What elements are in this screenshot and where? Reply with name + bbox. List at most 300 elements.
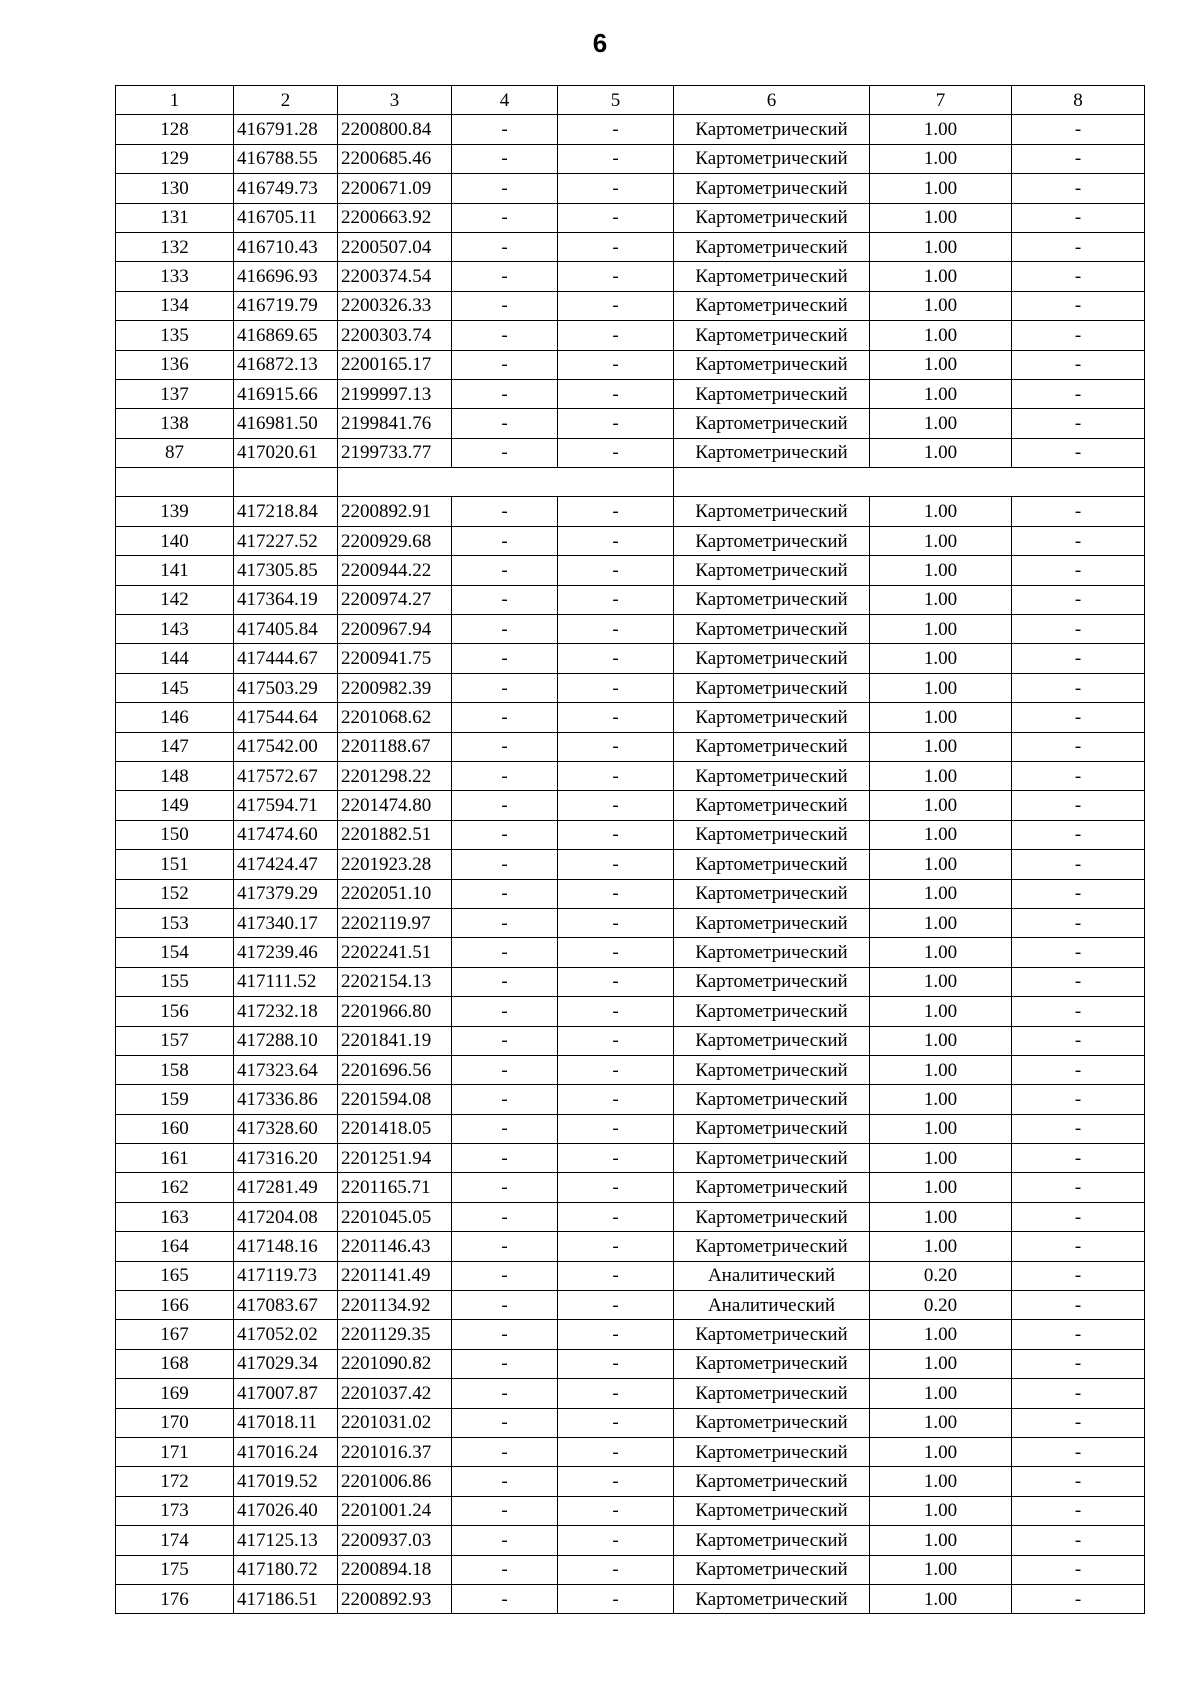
table-cell: - (452, 526, 558, 555)
table-cell: 417424.47 (234, 850, 338, 879)
table-row (116, 1055, 1145, 1084)
table-cell: - (558, 1085, 674, 1114)
table-cell: - (558, 997, 674, 1026)
table-cell: 2201016.37 (338, 1437, 452, 1466)
table-cell: 1.00 (870, 115, 1012, 144)
table-cell: 143 (116, 615, 234, 644)
table-cell: - (452, 1526, 558, 1555)
table-cell: - (558, 379, 674, 408)
table-cell: 417444.67 (234, 644, 338, 673)
table-row (116, 761, 1145, 790)
table-cell: - (452, 321, 558, 350)
table-cell: 417503.29 (234, 673, 338, 702)
table-cell: - (558, 850, 674, 879)
table-cell: - (452, 1144, 558, 1173)
table-cell: - (1012, 1320, 1145, 1349)
table-cell: 417323.64 (234, 1055, 338, 1084)
table-cell: Картометрический (674, 703, 870, 732)
table-cell: Картометрический (674, 1437, 870, 1466)
table-cell: 156 (116, 997, 234, 1026)
table-cell: - (558, 497, 674, 526)
table-cell: - (1012, 732, 1145, 761)
table-cell: - (1012, 820, 1145, 849)
table-cell: - (1012, 703, 1145, 732)
table-cell: Картометрический (674, 556, 870, 585)
table-cell: Картометрический (674, 1202, 870, 1231)
table-cell: 1.00 (870, 615, 1012, 644)
table-cell: Картометрический (674, 879, 870, 908)
table-row (116, 203, 1145, 232)
page-number: 6 (592, 28, 608, 58)
table-cell: - (1012, 1379, 1145, 1408)
table-cell: - (1012, 615, 1145, 644)
table-cell: Картометрический (674, 615, 870, 644)
table-cell: Картометрический (674, 350, 870, 379)
table-cell: 131 (116, 203, 234, 232)
table-cell: - (1012, 497, 1145, 526)
table-cell: Картометрический (674, 174, 870, 203)
table-cell: 1.00 (870, 262, 1012, 291)
table-cell: 151 (116, 850, 234, 879)
table-row (116, 879, 1145, 908)
table-cell: 162 (116, 1173, 234, 1202)
table-cell: 417019.52 (234, 1467, 338, 1496)
table-cell: 163 (116, 1202, 234, 1231)
table-cell: - (1012, 673, 1145, 702)
table-cell: 2202119.97 (338, 908, 452, 937)
table-cell: 2201966.80 (338, 997, 452, 1026)
table-cell: - (452, 1379, 558, 1408)
table-cell: 2201251.94 (338, 1144, 452, 1173)
table-cell: 2200685.46 (338, 144, 452, 173)
table-cell: 128 (116, 115, 234, 144)
table-row (116, 644, 1145, 673)
table-cell: - (1012, 1408, 1145, 1437)
table-cell: - (558, 703, 674, 732)
table-row (116, 673, 1145, 702)
column-header: 1 (116, 86, 234, 115)
table-cell: - (558, 1291, 674, 1320)
table-cell: 1.00 (870, 1437, 1012, 1466)
table-cell: - (452, 673, 558, 702)
empty-cell (116, 468, 234, 497)
table-cell: 141 (116, 556, 234, 585)
table-cell: Картометрический (674, 1584, 870, 1613)
table-cell: 137 (116, 379, 234, 408)
table-cell: - (452, 1261, 558, 1290)
table-cell: - (1012, 1291, 1145, 1320)
table-cell: Картометрический (674, 1467, 870, 1496)
table-cell: 2201165.71 (338, 1173, 452, 1202)
table-cell: 1.00 (870, 1379, 1012, 1408)
table-row (116, 379, 1145, 408)
table-cell: - (558, 409, 674, 438)
table-cell: - (558, 1232, 674, 1261)
table-row (116, 321, 1145, 350)
table-cell: 2199733.77 (338, 438, 452, 467)
table-cell: 2201594.08 (338, 1085, 452, 1114)
table-cell: Картометрический (674, 291, 870, 320)
table-cell: 2200944.22 (338, 556, 452, 585)
table-cell: 417083.67 (234, 1291, 338, 1320)
table-row (116, 115, 1145, 144)
table-cell: 1.00 (870, 409, 1012, 438)
column-header: 7 (870, 86, 1012, 115)
table-cell: - (452, 850, 558, 879)
table-cell: Картометрический (674, 1496, 870, 1525)
table-cell: 1.00 (870, 1349, 1012, 1378)
table-cell: - (1012, 115, 1145, 144)
table-cell: Картометрический (674, 497, 870, 526)
table-cell: Картометрический (674, 115, 870, 144)
column-header: 8 (1012, 86, 1145, 115)
table-cell: Картометрический (674, 1379, 870, 1408)
table-cell: 174 (116, 1526, 234, 1555)
table-cell: Картометрический (674, 1173, 870, 1202)
table-row (116, 703, 1145, 732)
table-row (116, 174, 1145, 203)
table-cell: - (558, 1349, 674, 1378)
table-cell: 154 (116, 938, 234, 967)
table-cell: 1.00 (870, 761, 1012, 790)
table-cell: - (1012, 526, 1145, 555)
table-cell: 2202051.10 (338, 879, 452, 908)
table-cell: 417026.40 (234, 1496, 338, 1525)
table-cell: - (452, 497, 558, 526)
table-cell: - (452, 379, 558, 408)
table-row (116, 1555, 1145, 1584)
table-row (116, 1114, 1145, 1143)
table-cell: Картометрический (674, 850, 870, 879)
table-cell: - (1012, 997, 1145, 1026)
table-cell: - (558, 1408, 674, 1437)
table-cell: 130 (116, 174, 234, 203)
table-cell: 417474.60 (234, 820, 338, 849)
table-cell: - (452, 144, 558, 173)
table-row (116, 1526, 1145, 1555)
table-cell: 2200671.09 (338, 174, 452, 203)
table-cell: 2201141.49 (338, 1261, 452, 1290)
table-cell: - (452, 1114, 558, 1143)
table-cell: - (558, 1144, 674, 1173)
table-cell: - (452, 703, 558, 732)
table-cell: - (1012, 379, 1145, 408)
table-cell: - (452, 438, 558, 467)
table-cell: 1.00 (870, 850, 1012, 879)
table-cell: 417281.49 (234, 1173, 338, 1202)
table-cell: - (452, 1085, 558, 1114)
empty-cell (452, 468, 558, 497)
table-cell: - (1012, 1114, 1145, 1143)
table-row (116, 144, 1145, 173)
table-cell: 417148.16 (234, 1232, 338, 1261)
table-cell: Картометрический (674, 673, 870, 702)
table-cell: - (558, 291, 674, 320)
table-row (116, 908, 1145, 937)
table-row (116, 350, 1145, 379)
table-cell: Картометрический (674, 1055, 870, 1084)
table-row (116, 1144, 1145, 1173)
table-cell: 416749.73 (234, 174, 338, 203)
table-cell: - (1012, 1496, 1145, 1525)
table-row (116, 1437, 1145, 1466)
table-cell: - (1012, 438, 1145, 467)
coordinates-table (115, 85, 1145, 1614)
table-cell: 416696.93 (234, 262, 338, 291)
table-cell: 1.00 (870, 1144, 1012, 1173)
table-cell: 148 (116, 761, 234, 790)
table-cell: - (1012, 850, 1145, 879)
table-cell: Картометрический (674, 820, 870, 849)
table-cell: 2200967.94 (338, 615, 452, 644)
table-cell: 2201418.05 (338, 1114, 452, 1143)
table-cell: 416705.11 (234, 203, 338, 232)
table-cell: 139 (116, 497, 234, 526)
table-cell: - (452, 1584, 558, 1613)
table-cell: - (1012, 761, 1145, 790)
table-cell: - (1012, 1173, 1145, 1202)
table-cell: Картометрический (674, 409, 870, 438)
table-cell: 417544.64 (234, 703, 338, 732)
table-row (116, 497, 1145, 526)
table-cell: 165 (116, 1261, 234, 1290)
table-cell: 417218.84 (234, 497, 338, 526)
table-row (116, 1320, 1145, 1349)
table-cell: - (558, 1467, 674, 1496)
table-cell: 417305.85 (234, 556, 338, 585)
table-cell: - (558, 1055, 674, 1084)
table-cell: 2201031.02 (338, 1408, 452, 1437)
table-body (116, 115, 1145, 1614)
table-cell: 2201090.82 (338, 1349, 452, 1378)
table-cell: Картометрический (674, 1232, 870, 1261)
table-cell: - (558, 144, 674, 173)
table-cell: - (1012, 1437, 1145, 1466)
table-cell: - (558, 1026, 674, 1055)
table-cell: 1.00 (870, 732, 1012, 761)
table-row (116, 732, 1145, 761)
table-cell: - (558, 1202, 674, 1231)
table-cell: 2199841.76 (338, 409, 452, 438)
table-cell: 1.00 (870, 1085, 1012, 1114)
table-row (116, 791, 1145, 820)
table-cell: 1.00 (870, 350, 1012, 379)
table-cell: - (558, 1496, 674, 1525)
table-cell: 417572.67 (234, 761, 338, 790)
table-cell: 169 (116, 1379, 234, 1408)
table-cell: - (558, 1320, 674, 1349)
table-cell: 153 (116, 908, 234, 937)
table-cell: 1.00 (870, 1173, 1012, 1202)
table-cell: - (1012, 1202, 1145, 1231)
table-cell: Картометрический (674, 1320, 870, 1349)
table-cell: - (558, 350, 674, 379)
table-cell: 2201882.51 (338, 820, 452, 849)
table-cell: Картометрический (674, 1349, 870, 1378)
table-cell: - (452, 820, 558, 849)
table-cell: 1.00 (870, 1232, 1012, 1261)
table-cell: 1.00 (870, 144, 1012, 173)
table-cell: 2201696.56 (338, 1055, 452, 1084)
table-cell: - (1012, 1526, 1145, 1555)
table-cell: 1.00 (870, 1555, 1012, 1584)
table-cell: 1.00 (870, 1526, 1012, 1555)
table-cell: - (452, 409, 558, 438)
table-cell: 1.00 (870, 1408, 1012, 1437)
table-cell: 416710.43 (234, 232, 338, 261)
table-cell: 2201134.92 (338, 1291, 452, 1320)
empty-cell (1012, 468, 1145, 497)
table-cell: - (452, 115, 558, 144)
table-cell: - (452, 879, 558, 908)
table-cell: 2199997.13 (338, 379, 452, 408)
table-cell: 417316.20 (234, 1144, 338, 1173)
table-cell: 157 (116, 1026, 234, 1055)
table-cell: - (452, 997, 558, 1026)
table-cell: 417186.51 (234, 1584, 338, 1613)
table-row (116, 1085, 1145, 1114)
table-cell: - (452, 585, 558, 614)
table-cell: - (452, 1408, 558, 1437)
table-cell: Картометрический (674, 908, 870, 937)
table-cell: - (1012, 291, 1145, 320)
table-cell: Картометрический (674, 967, 870, 996)
table-cell: 416788.55 (234, 144, 338, 173)
table-cell: 2200892.93 (338, 1584, 452, 1613)
table-cell: - (452, 1202, 558, 1231)
table-cell: 417016.24 (234, 1437, 338, 1466)
table-cell: Картометрический (674, 1085, 870, 1114)
table-cell: 1.00 (870, 1114, 1012, 1143)
table-cell: 173 (116, 1496, 234, 1525)
column-header: 3 (338, 86, 452, 115)
table-cell: 1.00 (870, 526, 1012, 555)
table-cell: 1.00 (870, 1202, 1012, 1231)
table-row (116, 1026, 1145, 1055)
table-cell: Картометрический (674, 1144, 870, 1173)
table-cell: 1.00 (870, 585, 1012, 614)
table-cell: 416791.28 (234, 115, 338, 144)
table-cell: 1.00 (870, 1320, 1012, 1349)
table-cell: 417020.61 (234, 438, 338, 467)
table-row (116, 262, 1145, 291)
table-cell: - (558, 1114, 674, 1143)
table-cell: - (558, 1526, 674, 1555)
table-cell: - (558, 1584, 674, 1613)
table-cell: - (558, 115, 674, 144)
table-cell: 1.00 (870, 556, 1012, 585)
table-cell: - (558, 732, 674, 761)
table-cell: - (1012, 1349, 1145, 1378)
table-cell: - (558, 967, 674, 996)
table-cell: - (558, 908, 674, 937)
table-cell: 2201037.42 (338, 1379, 452, 1408)
table-cell: 166 (116, 1291, 234, 1320)
table-cell: - (452, 1349, 558, 1378)
table-cell: Аналитический (674, 1261, 870, 1290)
empty-cell (674, 468, 870, 497)
table-cell: Картометрический (674, 997, 870, 1026)
table-cell: Картометрический (674, 1026, 870, 1055)
table-row (116, 1261, 1145, 1290)
table-cell: - (1012, 908, 1145, 937)
table-cell: - (1012, 879, 1145, 908)
table-cell: - (1012, 321, 1145, 350)
column-header: 5 (558, 86, 674, 115)
table-cell: - (452, 1555, 558, 1584)
table-cell: 417180.72 (234, 1555, 338, 1584)
table-cell: 416872.13 (234, 350, 338, 379)
table-cell: 1.00 (870, 1026, 1012, 1055)
table-cell: 2200929.68 (338, 526, 452, 555)
table-cell: 417227.52 (234, 526, 338, 555)
table-cell: 2200800.84 (338, 115, 452, 144)
table-cell: 1.00 (870, 879, 1012, 908)
table-cell: 2200326.33 (338, 291, 452, 320)
table-cell: Картометрический (674, 379, 870, 408)
table-cell: Картометрический (674, 791, 870, 820)
empty-cell (234, 468, 338, 497)
table-cell: 149 (116, 791, 234, 820)
table-cell: 1.00 (870, 791, 1012, 820)
table-row (116, 1173, 1145, 1202)
table-cell: - (558, 1379, 674, 1408)
table-cell: - (452, 174, 558, 203)
table-cell: 168 (116, 1349, 234, 1378)
table-cell: - (1012, 585, 1145, 614)
table-cell: 144 (116, 644, 234, 673)
table-cell: - (452, 203, 558, 232)
table-cell: - (452, 615, 558, 644)
table-cell: 417204.08 (234, 1202, 338, 1231)
table-cell: 135 (116, 321, 234, 350)
table-row (116, 615, 1145, 644)
table-cell: 164 (116, 1232, 234, 1261)
table-cell: - (558, 1555, 674, 1584)
table-cell: - (558, 526, 674, 555)
table-cell: - (452, 761, 558, 790)
table-cell: - (452, 1173, 558, 1202)
table-cell: - (1012, 409, 1145, 438)
table-cell: - (452, 732, 558, 761)
table-cell: - (558, 321, 674, 350)
table-cell: Картометрический (674, 203, 870, 232)
table-cell: 417379.29 (234, 879, 338, 908)
table-cell: 2201006.86 (338, 1467, 452, 1496)
table-cell: - (558, 615, 674, 644)
table-row (116, 1232, 1145, 1261)
table-cell: Картометрический (674, 144, 870, 173)
table-cell: - (1012, 1584, 1145, 1613)
table-cell: - (558, 938, 674, 967)
table-cell: 167 (116, 1320, 234, 1349)
table-cell: 159 (116, 1085, 234, 1114)
table-cell: 2200507.04 (338, 232, 452, 261)
table-cell: - (558, 820, 674, 849)
table-cell: - (452, 1496, 558, 1525)
table-cell: 1.00 (870, 1496, 1012, 1525)
table-cell: 417119.73 (234, 1261, 338, 1290)
table-cell: 1.00 (870, 908, 1012, 937)
table-cell: - (558, 203, 674, 232)
table-cell: 1.00 (870, 232, 1012, 261)
table-cell: 0.20 (870, 1261, 1012, 1290)
table-cell: 2200165.17 (338, 350, 452, 379)
table-cell: 1.00 (870, 174, 1012, 203)
table-row (116, 850, 1145, 879)
table-cell: - (558, 761, 674, 790)
table-cell: Картометрический (674, 526, 870, 555)
